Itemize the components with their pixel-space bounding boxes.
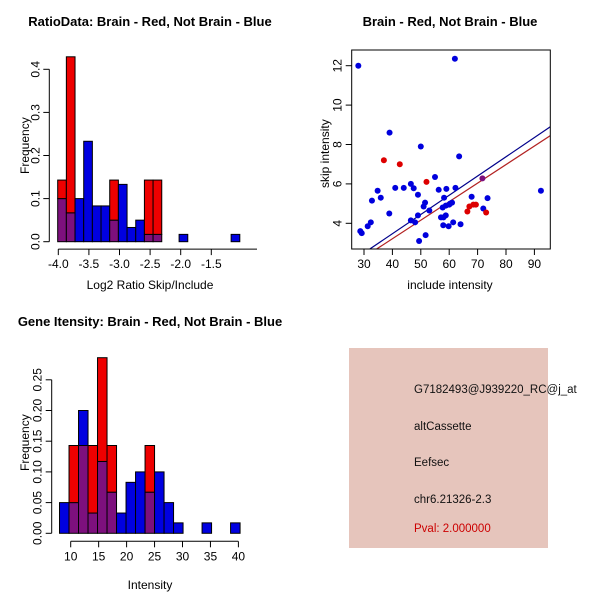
svg-text:35: 35 [203,549,218,564]
event-type-text: altCassette [414,421,472,433]
svg-text:40: 40 [231,549,246,564]
svg-text:60: 60 [442,257,456,271]
svg-text:-2.5: -2.5 [139,257,161,272]
ratio-histogram-plot [0,0,300,300]
svg-text:0.00: 0.00 [30,521,45,545]
scatter-title: Brain - Red, Not Brain - Blue [362,14,538,29]
svg-text:0.4: 0.4 [28,60,43,78]
svg-text:0.1: 0.1 [28,190,43,207]
svg-text:-4.0: -4.0 [47,257,69,272]
panel-intensity-scatter [300,0,600,300]
svg-text:30: 30 [357,257,371,271]
scatter-xlabel: include intensity [407,278,493,292]
svg-text:-1.5: -1.5 [200,257,222,272]
gene-histogram-title: Gene Itensity: Brain - Red, Not Brain - Blue [17,314,283,329]
svg-text:0.05: 0.05 [30,490,45,515]
ratio-histogram-xlabel: Log2 Ratio Skip/Include [86,278,214,292]
gene-histogram-plot [0,300,300,600]
svg-text:90: 90 [527,257,542,271]
intensity-scatter-plot [300,0,600,300]
svg-text:0.3: 0.3 [28,104,43,121]
gene-histogram-xlabel: Intensity [127,578,173,592]
svg-text:8: 8 [330,141,345,148]
svg-text:0.10: 0.10 [30,460,45,484]
ratio-histogram-title: RatioData: Brain - Red, Not Brain - Blue [28,14,272,29]
gene-info-box [349,348,577,548]
svg-text:0.20: 0.20 [30,398,45,423]
ratio-histogram-ylabel: Frequency [18,117,32,174]
svg-text:30: 30 [175,549,190,564]
probe-id-text: G7182493@J939220_RC@j_at [414,384,577,396]
panel-ratio-histogram [0,0,300,300]
svg-text:0.15: 0.15 [30,429,45,453]
pval-text: Pval: 2.000000 [414,523,491,535]
gene-name-text: Eefsec [414,457,450,469]
svg-text:10: 10 [330,98,345,112]
svg-text:-3.0: -3.0 [109,257,130,272]
svg-text:-3.5: -3.5 [78,257,100,272]
panel-gene-info [300,300,600,600]
svg-text:0.2: 0.2 [28,147,43,164]
svg-text:15: 15 [91,549,106,564]
svg-text:10: 10 [64,549,78,564]
scatter-ylabel: skip intensity [318,119,332,188]
svg-text:0.0: 0.0 [28,233,43,251]
svg-text:-2.0: -2.0 [170,257,192,272]
svg-text:50: 50 [414,257,428,271]
svg-text:6: 6 [330,180,345,188]
svg-text:20: 20 [119,549,134,564]
svg-text:80: 80 [499,257,513,271]
svg-text:70: 70 [470,257,485,271]
panel-gene-histogram [0,300,300,600]
svg-text:25: 25 [147,549,162,564]
svg-text:12: 12 [330,59,345,73]
svg-text:40: 40 [385,257,400,271]
locus-text: chr6.21326-2.3 [414,494,492,506]
svg-text:0.25: 0.25 [30,368,45,392]
svg-text:4: 4 [330,219,345,227]
gene-histogram-ylabel: Frequency [18,414,32,471]
